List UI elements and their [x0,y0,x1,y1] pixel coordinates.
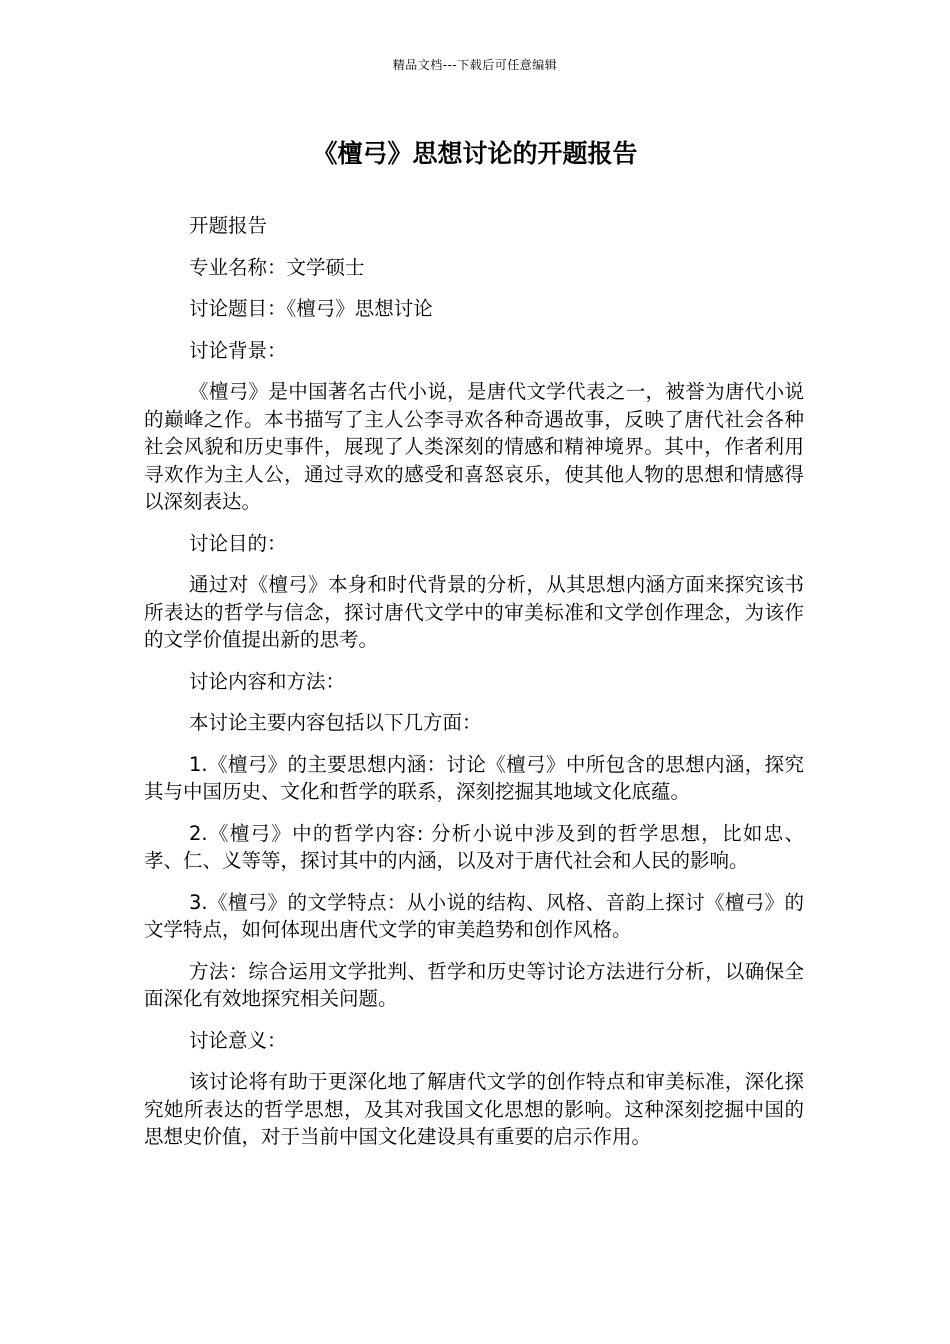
header-note: 精品文档---下载后可任意编辑 [392,58,558,72]
paragraph-background: 《檀弓》是中国著名古代小说，是唐代文学代表之一，被誉为唐代小说的巅峰之作。本书描写了主人公李寻欢各种奇遇故事，反映了唐代社会各种社会风貌和历史事件，展现了人类深刻的情感和精神境界。其中，作者利用寻欢作为主人公，通过寻欢的感受和喜怒哀乐，使其他人物的思想和情感得以深刻表达。 [144,380,804,513]
paragraph-significance: 该讨论将有助于更深化地了解唐代文学的创作特点和审美标准，深化探究她所表达的哲学思想，及其对我国文化思想的影响。这种深刻挖掘中国的思想史价值，对于当前中国文化建设具有重要的启示作用。 [144,1070,804,1148]
paragraph-method: 方法：综合运用文学批判、哲学和历史等讨论方法进行分析，以确保全面深化有效地探究相关问题。 [144,959,804,1010]
paragraph-major: 专业名称：文学硕士 [189,255,365,279]
list-item-2: 2.《檀弓》中的哲学内容: 分析小说中涉及到的哲学思想，比如忠、孝、仁、义等等，探讨其中的内涵，以及对于唐代社会和人民的影响。 [144,821,804,872]
paragraph-purpose: 通过对《檀弓》本身和时代背景的分析，从其思想内涵方面来探究该书所表达的哲学与信念，探讨唐代文学中的审美标准和文学创作理念，为该作的文学价值提出新的思考。 [144,573,804,651]
heading-significance: 讨论意义： [189,1028,287,1052]
list-item-3: 3.《檀弓》的文学特点：从小说的结构、风格、音韵上探讨《檀弓》的文学特点，如何体现出唐代文学的审美趋势和创作风格。 [144,890,804,941]
heading-purpose: 讨论目的： [189,531,287,555]
document-title: 《檀弓》思想讨论的开题报告 [312,139,638,168]
document-body [144,212,804,1165]
heading-content-method: 讨论内容和方法： [189,669,346,693]
heading-background: 讨论背景： [189,338,287,362]
paragraph-content-intro: 本讨论主要内容包括以下几方面： [189,711,482,734]
paragraph-report-label: 开题报告 [189,214,268,237]
list-item-1: 1.《檀弓》的主要思想内涵：讨论《檀弓》中所包含的思想内涵，探究其与中国历史、文化和哲学的联系，深刻挖掘其地域文化底蕴。 [144,752,804,803]
paragraph-topic: 讨论题目：《檀弓》思想讨论 [189,297,433,320]
